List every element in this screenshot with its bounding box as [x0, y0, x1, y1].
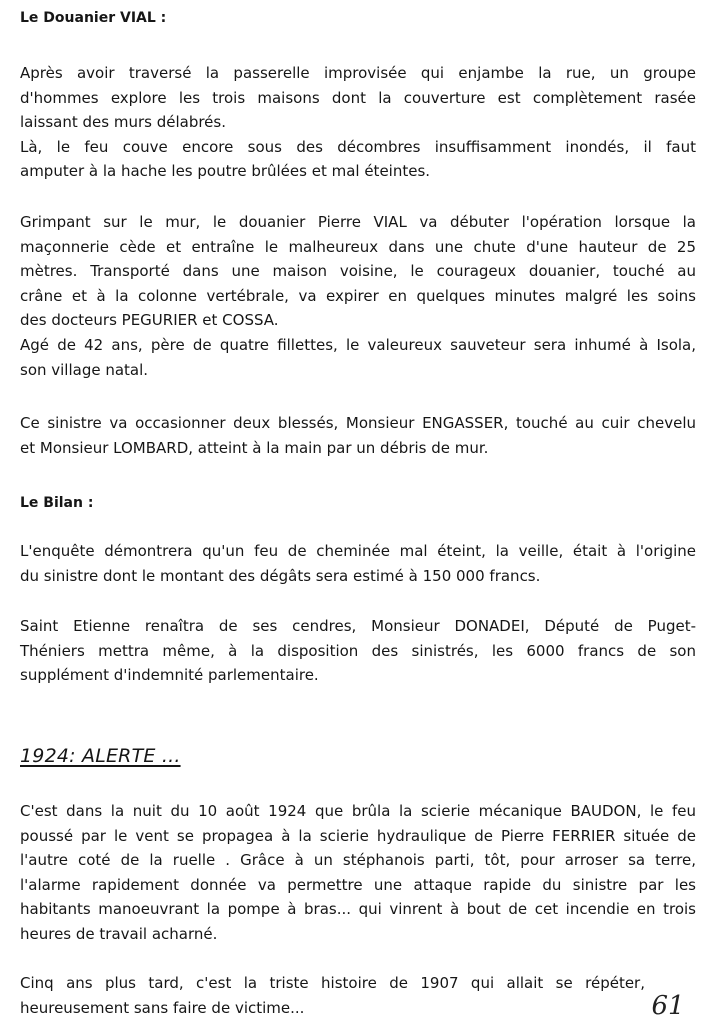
paragraph-passerelle [20, 61, 696, 184]
heading-le-bilan: Le Bilan : [20, 495, 94, 511]
text-line: Théniers mettra même, à la disposition des sinistrés, les 6000 francs de son [20, 641, 696, 660]
text-line: supplément d'indemnité parlementaire. [20, 666, 319, 685]
text-line: laissant des murs délabrés. [20, 113, 226, 132]
text-line: Là, le feu couve encore sous des décombres insuffisamment inondés, il faut [20, 137, 696, 156]
text-line: L'enquête démontrera qu'un feu de cheminée mal éteint, la veille, était à l'origine [20, 542, 696, 560]
text-line: l'autre coté de la ruelle . Grâce à un stéphanois parti, tôt, pour arroser sa terre, [20, 851, 696, 870]
text-line: crâne et à la colonne vertébrale, va expirer en quelques minutes malgré les soins [20, 286, 696, 305]
text-line: C'est dans la nuit du 10 août 1924 que brûla la scierie mécanique BAUDON, le feu [20, 802, 696, 820]
text-line: Cinq ans plus tard, c'est la triste histoire de 1907 qui allait se répéter, [20, 974, 645, 992]
paragraph-cinq-ans [20, 971, 645, 1020]
text-line: amputer à la hache les poutre brûlées et mal éteintes. [20, 162, 431, 181]
text-line: Grimpant sur le mur, le douanier Pierre VIAL va débuter l'opération lorsque la [20, 213, 696, 231]
text-line: Après avoir traversé la passerelle improvisée qui enjambe la rue, un groupe [20, 64, 696, 82]
text-line: Agé de 42 ans, père de quatre fillettes, le valeureux sauveteur sera inhumé à Isola, [20, 335, 696, 354]
text-line: du sinistre dont le montant des dégâts sera estimé à 150 000 francs. [20, 566, 541, 585]
text-line: son village natal. [20, 360, 149, 379]
paragraph-saint-etienne [20, 614, 696, 688]
text-line: poussé par le vent se propagea à la scierie hydraulique de Pierre FERRIER située de [20, 826, 696, 845]
handwritten-page-number [645, 986, 691, 1022]
text-line: l'alarme rapidement donnée va permettre une attaque rapide du sinistre par les [20, 875, 696, 894]
text-line: d'hommes explore les trois maisons dont la couverture est complètement rasée [20, 88, 696, 107]
text-line: et Monsieur LOMBARD, atteint à la main par un débris de mur. [20, 438, 489, 457]
text-line: maçonnerie cède et entraîne le malheureux dans une chute d'une hauteur de 25 [20, 237, 696, 256]
paragraph-chute-vial [20, 210, 696, 382]
heading-douanier-vial: Le Douanier VIAL : [20, 10, 167, 26]
text-line: Saint Etienne renaîtra de ses cendres, Monsieur DONADEI, Député de Puget- [20, 617, 696, 635]
page-number-text: 61 [651, 991, 685, 1021]
section-title-alerte: 1924: ALERTE ... [20, 745, 181, 767]
text-line: Ce sinistre va occasionner deux blessés, Monsieur ENGASSER, touché au cuir chevelu [20, 414, 696, 432]
text-line: heures de travail acharné. [20, 924, 218, 943]
text-line: habitants manoeuvrant la pompe à bras... qui vinrent à bout de cet incendie en trois [20, 900, 696, 919]
text-line: mètres. Transporté dans une maison voisine, le courageux douanier, touché au [20, 262, 696, 281]
paragraph-blesses [20, 411, 696, 460]
text-line: des docteurs PEGURIER et COSSA. [20, 311, 279, 330]
paragraph-enquete [20, 539, 696, 588]
paragraph-scierie [20, 799, 696, 947]
text-line: heureusement sans faire de victime... [20, 998, 305, 1017]
